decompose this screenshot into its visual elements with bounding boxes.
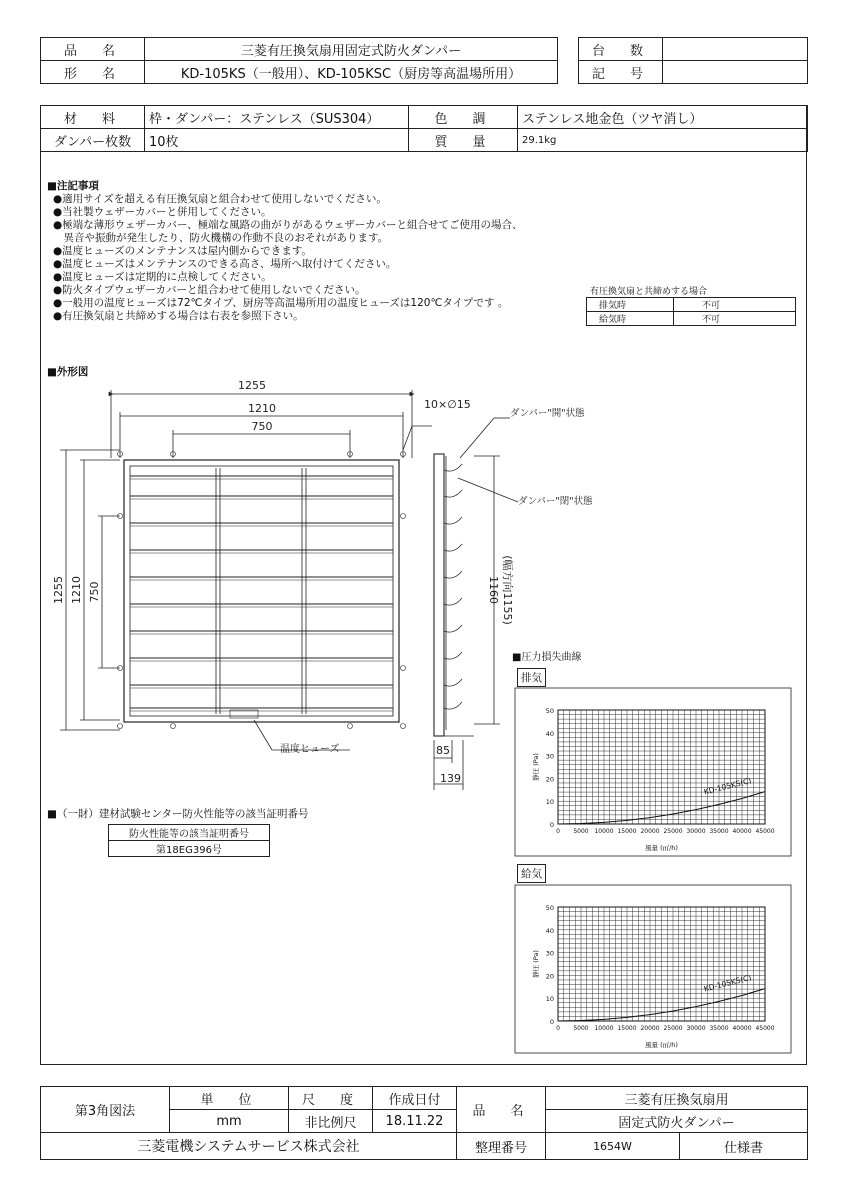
material-label: 材 料 (41, 106, 145, 129)
x-tick-label: 30000 (686, 828, 706, 835)
dim-1155: (幅方向1155) (501, 555, 514, 625)
model: KD-105KS（一般用）、KD-105KSC（厨房等高温場所用） (145, 61, 558, 84)
notes (47, 180, 522, 323)
y-tick-label: 30 (545, 752, 554, 761)
note-item: ●極端な薄形ウェザーカバー、極端な風路の曲がりがあるウェザーカバーと組合せてご使用の場合、 (53, 219, 523, 231)
unit-label: 単 位 (170, 1087, 289, 1110)
x-tick-label: 35000 (709, 828, 729, 835)
footer-table (40, 1086, 808, 1160)
cofastening-title: 有圧換気扇と共締めする場合 (590, 287, 708, 297)
x-tick-label: 35000 (709, 1025, 729, 1032)
x-tick-label: 45000 (755, 1025, 775, 1032)
supply-chart (513, 883, 793, 1055)
cofastening-value: 不可 (674, 312, 796, 326)
x-tick-label: 5000 (573, 1025, 589, 1032)
dim-750-top: 750 (251, 420, 273, 433)
y-tick-label: 40 (545, 729, 554, 738)
unit: mm (170, 1110, 289, 1133)
chart-grid (558, 907, 765, 1021)
exhaust-label: 排気 (517, 668, 546, 687)
product-name-label: 品 名 (41, 38, 145, 61)
note-item: ●一般用の温度ヒューズは72℃タイプ、厨房等高温場所用の温度ヒューズは120℃タイプです 。 (53, 297, 509, 309)
name-line1: 三菱有圧換気扇用 (546, 1087, 808, 1110)
y-tick-label: 30 (545, 949, 554, 958)
cofastening-label: 排気時 (587, 298, 674, 312)
x-tick-label: 5000 (573, 828, 589, 835)
damper-count: 10枚 (145, 129, 409, 152)
spec-table (40, 105, 808, 152)
y-axis-label: 静圧 (Pa) (532, 950, 540, 978)
mass: 29.1kg (518, 129, 808, 152)
notes-title: ■注記事項 (47, 180, 99, 192)
name-label: 品 名 (457, 1087, 546, 1133)
note-item: ●温度ヒューズのメンテナンスは屋内側からできます。 (53, 245, 312, 257)
y-tick-label: 10 (545, 798, 554, 807)
y-tick-label: 0 (549, 821, 554, 829)
x-tick-label: 15000 (617, 1025, 637, 1032)
supply-label: 給気 (517, 864, 546, 883)
x-axis-label: 風量 (㎥/h) (645, 844, 678, 852)
dim-1210-top: 1210 (248, 402, 276, 415)
dim-1255-left: 1255 (52, 576, 65, 604)
doc-type: 仕様書 (680, 1133, 808, 1160)
note-item: ●温度ヒューズは定期的に点検してください。 (53, 271, 272, 283)
doc-no-label: 整理番号 (457, 1133, 546, 1160)
damper-count-label: ダンパー枚数 (41, 129, 145, 152)
header-right-table (578, 37, 808, 84)
x-tick-label: 25000 (663, 828, 683, 835)
outline-drawing (40, 378, 593, 798)
x-tick-label: 10000 (594, 828, 614, 835)
holes-label: 10×∅15 (424, 398, 471, 411)
x-tick-label: 10000 (594, 1025, 614, 1032)
x-tick-label: 45000 (755, 828, 775, 835)
chart-grid (558, 710, 765, 824)
projection: 第3角図法 (41, 1087, 170, 1133)
y-tick-label: 0 (549, 1018, 554, 1026)
cofastening-label: 給気時 (587, 312, 674, 326)
dim-1210-left: 1210 (70, 576, 83, 604)
fuse-label: 温度ヒューズ (280, 744, 340, 755)
closed-label: ダンパー"閉"状態 (518, 496, 593, 507)
x-tick-label: 0 (556, 1025, 560, 1032)
y-axis-label: 静圧 (Pa) (532, 753, 540, 781)
series-label: KD-105KS(C) (702, 973, 753, 994)
drawing-title: ■外形図 (47, 366, 89, 378)
series-label: KD-105KS(C) (702, 776, 753, 797)
x-tick-label: 25000 (663, 1025, 683, 1032)
x-tick-label: 0 (556, 828, 560, 835)
y-tick-label: 50 (545, 707, 554, 715)
x-tick-label: 40000 (732, 828, 752, 835)
x-axis-label: 風量 (㎥/h) (645, 1041, 678, 1049)
x-tick-label: 15000 (617, 828, 637, 835)
open-label: ダンパー"開"状態 (510, 408, 585, 419)
pressure-title: ■圧力損失曲線 (512, 652, 582, 663)
company: 三菱電機システムサービス株式会社 (41, 1133, 457, 1160)
color: ステンレス地金色（ツヤ消し） (518, 106, 808, 129)
name-line2: 固定式防火ダンパー (546, 1110, 808, 1133)
product-name: 三菱有圧換気扇用固定式防火ダンパー (145, 38, 558, 61)
x-tick-label: 30000 (686, 1025, 706, 1032)
x-tick-label: 20000 (640, 828, 660, 835)
cofastening-table (586, 297, 796, 326)
note-item: 異音や振動が発生したり、防火機構の作動不良のおそれがあります。 (53, 232, 389, 244)
dim-1255-top: 1255 (238, 379, 266, 392)
note-item: ●防火タイプウェザーカバーと組合わせて使用しないでください。 (53, 284, 366, 296)
y-tick-label: 10 (545, 995, 554, 1004)
cofastening-value: 不可 (674, 298, 796, 312)
dim-750-left: 750 (88, 581, 101, 603)
scale-label: 尺 度 (289, 1087, 373, 1110)
header-table (40, 37, 558, 84)
dim-85: 85 (436, 744, 450, 757)
dim-139: 139 (440, 772, 461, 785)
mark (663, 61, 808, 84)
y-tick-label: 40 (545, 926, 554, 935)
note-item: ●温度ヒューズはメンテナンスのできる高さ、場所へ取付けてください。 (53, 258, 397, 270)
scale: 非比例尺 (289, 1110, 373, 1133)
color-label: 色 調 (409, 106, 518, 129)
note-item: ●適用サイズを超える有圧換気扇と組合わせて使用しないでください。 (53, 193, 387, 205)
exhaust-chart (513, 686, 793, 858)
model-label: 形 名 (41, 61, 145, 84)
x-tick-label: 20000 (640, 1025, 660, 1032)
cert-value: 第18EG396号 (109, 841, 270, 857)
mark-label: 記 号 (579, 61, 663, 84)
y-tick-label: 50 (545, 904, 554, 912)
dim-1160: 1160 (487, 576, 500, 604)
cert-header: 防火性能等の該当証明番号 (109, 825, 270, 841)
material: 枠・ダンパー：ステンレス（SUS304） (145, 106, 409, 129)
cert-title: ■（一財）建材試験センター防火性能等の該当証明番号 (47, 808, 309, 820)
doc-no: 1654W (546, 1133, 680, 1160)
date-label: 作成日付 (373, 1087, 457, 1110)
quantity-label: 台 数 (579, 38, 663, 61)
date: 18.11.22 (373, 1110, 457, 1133)
quantity (663, 38, 808, 61)
note-item: ●当社製ウェザーカバーと併用してください。 (53, 206, 272, 218)
note-item: ●有圧換気扇と共締めする場合は右表を参照下さい。 (53, 310, 304, 322)
mass-label: 質 量 (409, 129, 518, 152)
x-tick-label: 40000 (732, 1025, 752, 1032)
cert-table (108, 824, 270, 857)
y-tick-label: 20 (545, 972, 554, 981)
y-tick-label: 20 (545, 775, 554, 784)
